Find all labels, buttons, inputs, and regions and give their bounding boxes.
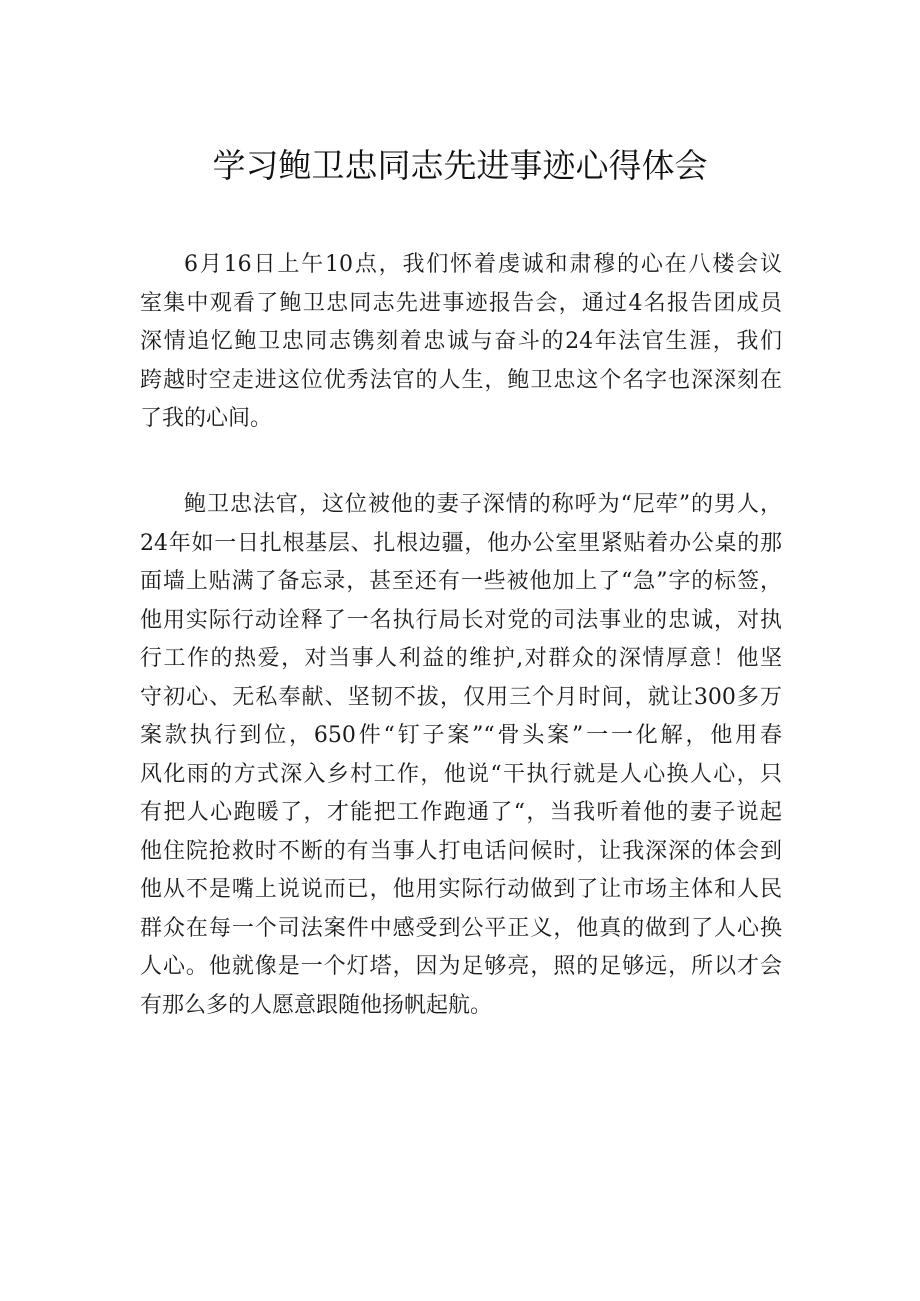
paragraph-line: 有那么多的人愿意跟随他扬帆起航。 bbox=[140, 992, 493, 1018]
paragraph-line: 守初心、无私奉献、坚韧不拔，仅用三个月时间，就让300多万 bbox=[140, 684, 782, 710]
paragraph-line: 6月16日上午10点，我们怀着虔诚和肃穆的心在八楼会议 bbox=[184, 252, 782, 277]
paragraph-line: 案款执行到位，650件“钉子案”“骨头案”一一化解，他用春 bbox=[140, 723, 782, 748]
paragraph-line: 鲍卫忠法官，这位被他的妻子深情的称呼为“尼荦”的男人， bbox=[184, 492, 782, 517]
paragraph-line: 了我的心间。 bbox=[140, 406, 273, 431]
paragraph-line: 人心。他就像是一个灯塔，因为足够亮，照的足够远，所以才会 bbox=[140, 954, 782, 979]
paragraph-line: 行工作的热爱，对当事人利益的维护,对群众的深情厚意！他坚 bbox=[140, 646, 782, 671]
paragraph-line: 有把人心跑暖了，才能把工作跑通了“，当我听着他的妻子说起 bbox=[140, 800, 782, 825]
paragraph-line: 室集中观看了鲍卫忠同志先进事迹报告会，通过4名报告团成员 bbox=[140, 290, 782, 316]
paragraph-line: 风化雨的方式深入乡村工作，他说“干执行就是人心换人心，只 bbox=[140, 761, 782, 787]
paragraph-line: 24年如一日扎根基层、扎根边疆，他办公室里紧贴着办公桌的那 bbox=[140, 530, 782, 556]
paragraph-2 bbox=[140, 486, 782, 1025]
paragraph-line: 群众在每一个司法案件中感受到公平正义，他真的做到了人心换 bbox=[140, 915, 782, 941]
document-title: 学习鲍卫忠同志先进事迹心得体会 bbox=[212, 146, 708, 185]
paragraph-line: 他用实际行动诠释了一名执行局长对党的司法事业的忠诚，对执 bbox=[140, 607, 782, 633]
paragraph-line: 面墙上贴满了备忘录，甚至还有一些被他加上了“急”字的标签， bbox=[140, 569, 782, 594]
paragraph-line: 他从不是嘴上说说而已，他用实际行动做到了让市场主体和人民 bbox=[140, 877, 782, 902]
paragraph-line: 深情追忆鲍卫忠同志镌刻着忠诚与奋斗的24年法官生涯，我们 bbox=[140, 329, 782, 354]
paragraph-1 bbox=[140, 246, 782, 439]
paragraph-line: 他住院抢救时不断的有当事人打电话问候时，让我深深的体会到 bbox=[140, 838, 782, 864]
paragraph-line: 跨越时空走进这位优秀法官的人生，鲍卫忠这个名字也深深刻在 bbox=[140, 367, 782, 393]
